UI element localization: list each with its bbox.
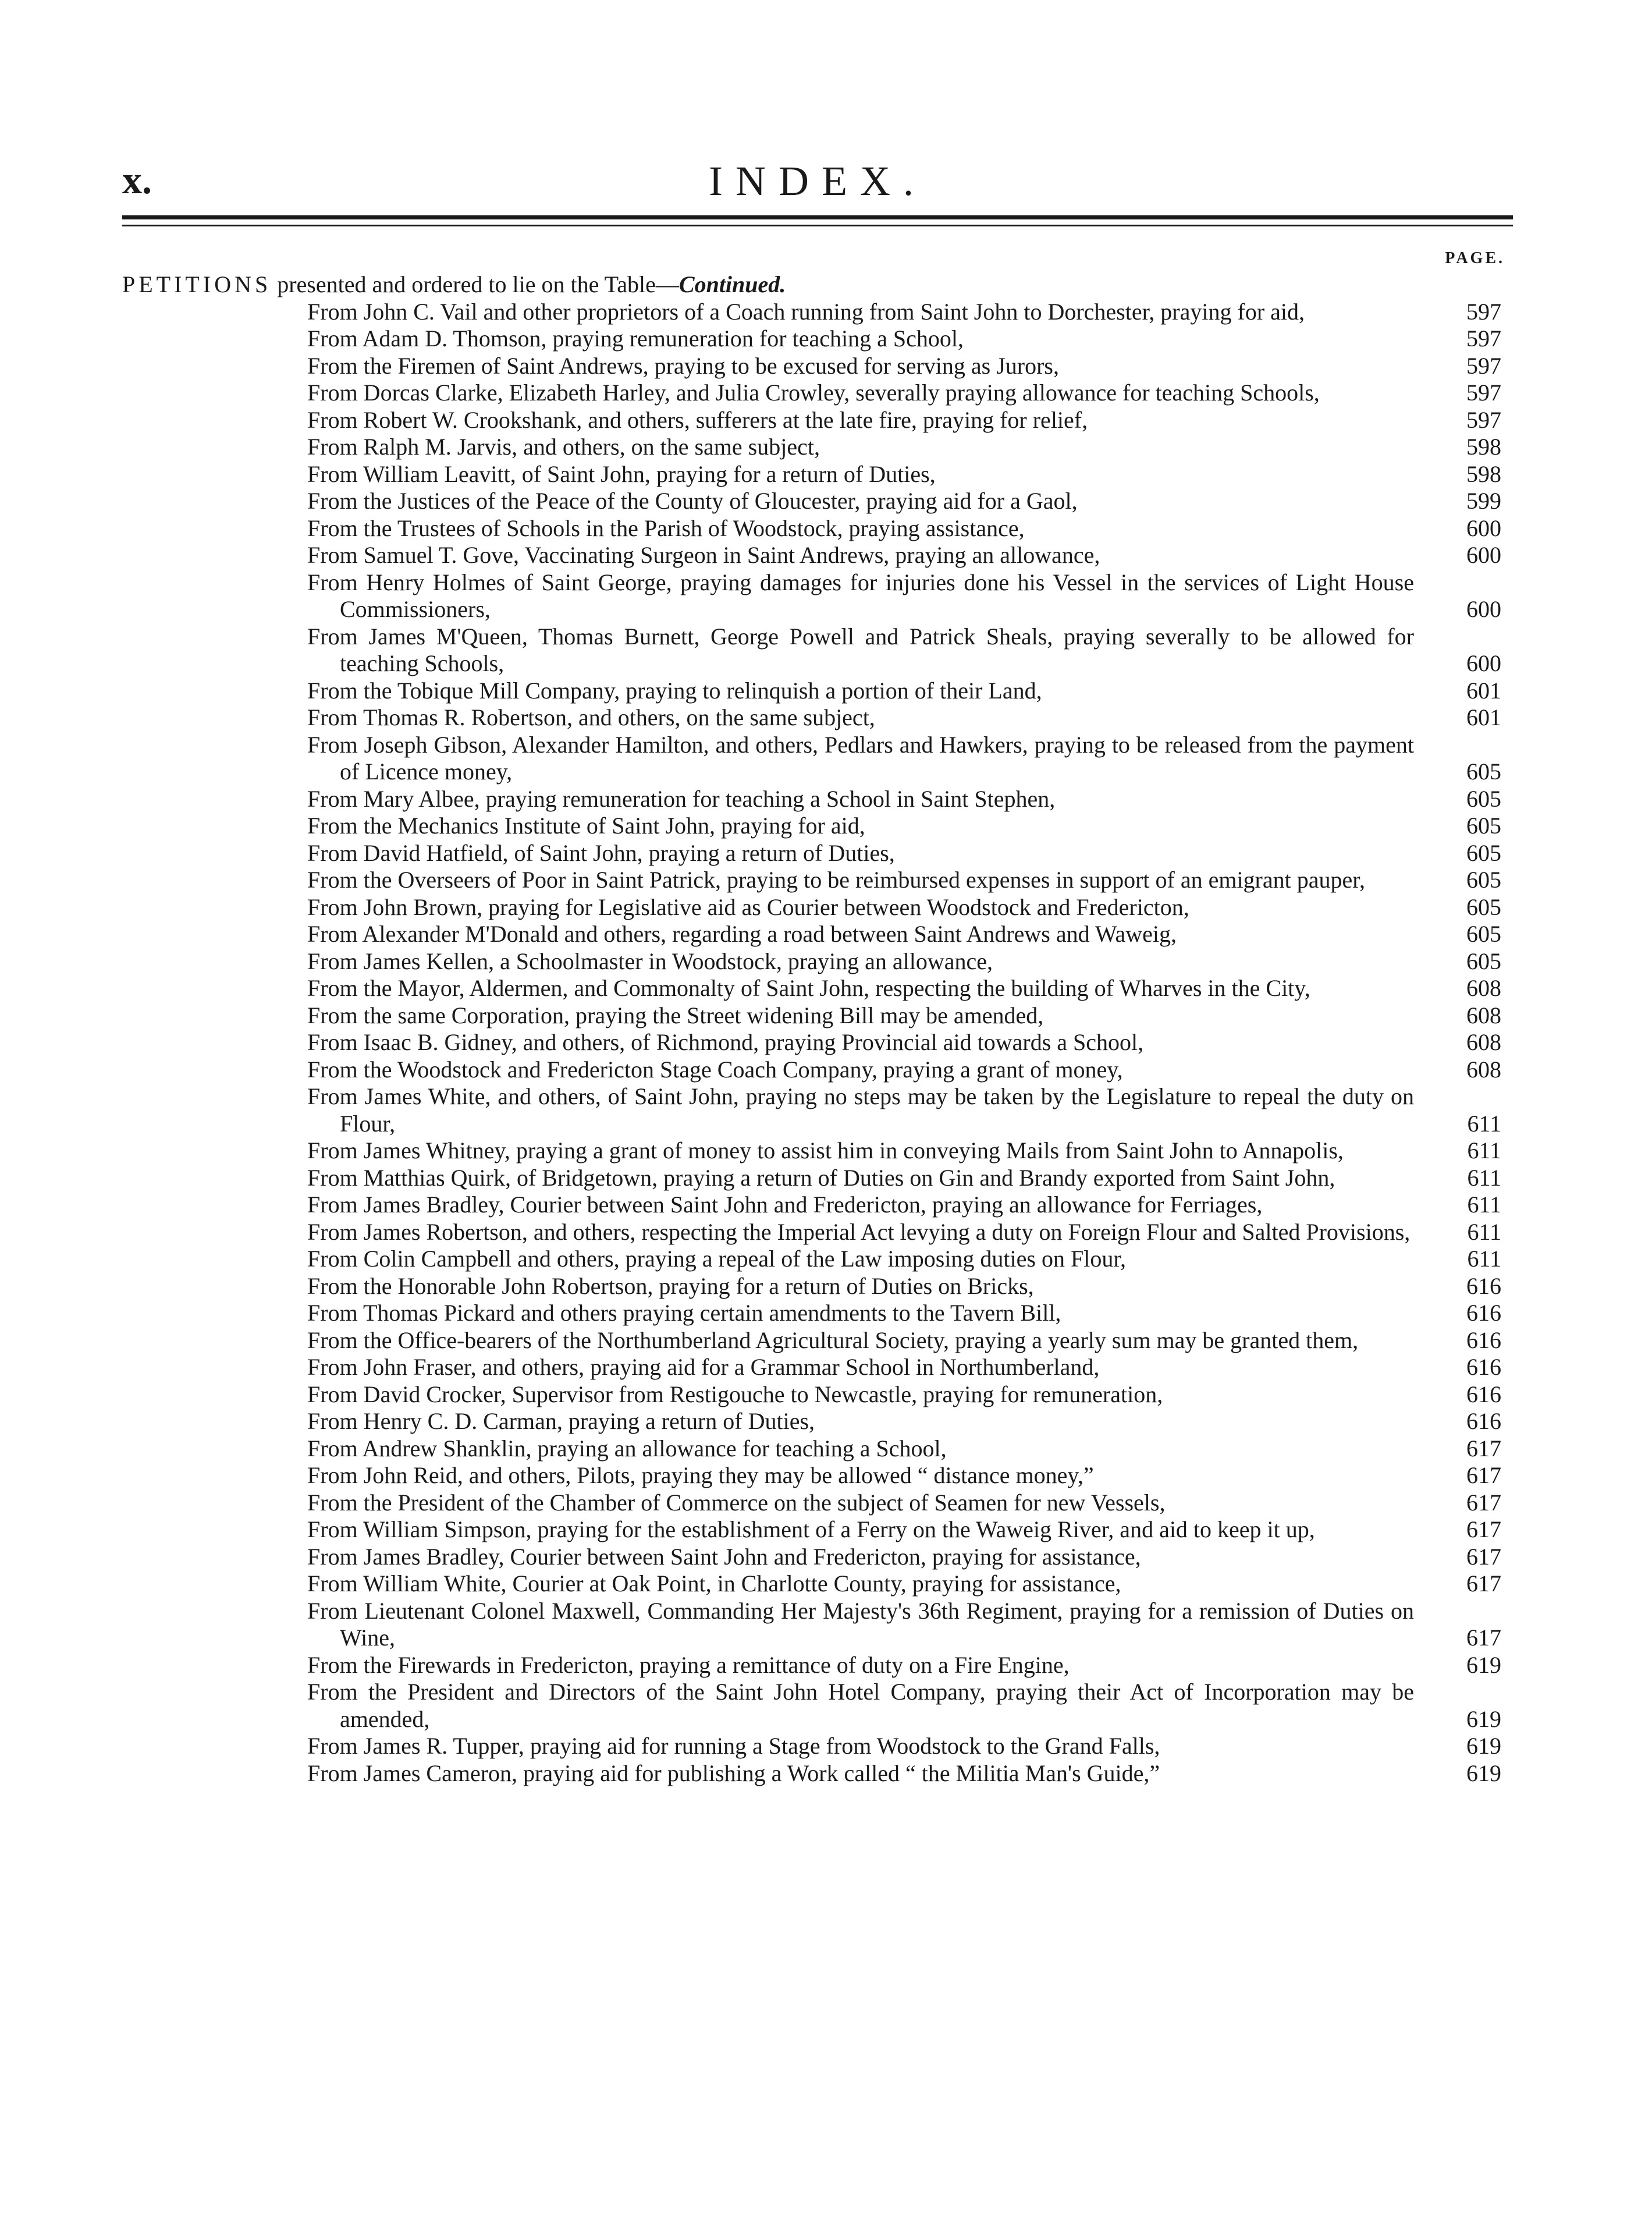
index-entry xyxy=(307,1408,1501,1435)
index-entry xyxy=(307,1435,1501,1463)
index-entry xyxy=(307,1273,1501,1300)
section-heading-continued: Continued. xyxy=(678,271,786,297)
index-entry xyxy=(307,948,1501,976)
entry-text: From William Simpson, praying for the establishment of a Ferry on the Waweig River, and aid to keep it up, xyxy=(307,1516,1315,1542)
index-entry xyxy=(307,840,1501,867)
entry-page-number: 611 xyxy=(1467,1137,1501,1164)
index-entry xyxy=(307,921,1501,948)
entry-page-number: 600 xyxy=(1466,650,1501,676)
entry-text: From James Bradley, Courier between Saint John and Fredericton, praying an allowance for Ferriages, xyxy=(307,1191,1263,1218)
index-entry xyxy=(307,1056,1501,1084)
entry-page-number: 619 xyxy=(1466,1705,1501,1732)
entry-page-number: 617 xyxy=(1466,1489,1501,1516)
petitions-section xyxy=(122,271,1501,1787)
index-entry xyxy=(307,325,1501,353)
entry-page-number: 616 xyxy=(1466,1408,1501,1434)
entry-page-number: 616 xyxy=(1466,1272,1501,1299)
entry-text: From the Tobique Mill Company, praying to relinquish a portion of their Land, xyxy=(307,677,1042,704)
entry-page-number: 611 xyxy=(1467,1246,1501,1272)
entry-page-number: 616 xyxy=(1466,1326,1501,1353)
entry-page-number: 601 xyxy=(1466,704,1501,730)
entry-text: From John C. Vail and other proprietors of a Coach running from Saint John to Dorchester, praying for aid, xyxy=(307,298,1305,325)
entry-page-number: 605 xyxy=(1466,758,1501,785)
index-entry xyxy=(307,1544,1501,1571)
entry-text: From the Trustees of Schools in the Parish of Woodstock, praying assistance, xyxy=(307,515,1025,541)
entry-page-number: 600 xyxy=(1466,542,1501,568)
entry-text: From the Mayor, Aldermen, and Commonalty of Saint John, respecting the building of Wharves in the City, xyxy=(307,975,1310,1001)
entry-page-number: 601 xyxy=(1466,677,1501,704)
entry-text: From the Firemen of Saint Andrews, praying to be excused for serving as Jurors, xyxy=(307,352,1059,379)
index-entry xyxy=(307,894,1501,921)
index-entry xyxy=(307,732,1501,786)
entry-text: From the Honorable John Robertson, praying for a return of Duties on Bricks, xyxy=(307,1272,1034,1299)
entry-text: From the Justices of the Peace of the County of Gloucester, praying aid for a Gaol, xyxy=(307,488,1078,514)
entry-text: From Dorcas Clarke, Elizabeth Harley, and Julia Crowley, severally praying allowance for teaching Schools, xyxy=(307,379,1320,406)
index-entry xyxy=(307,1165,1501,1192)
entry-text: From the same Corporation, praying the Street widening Bill may be amended, xyxy=(307,1002,1044,1028)
entry-list xyxy=(307,299,1501,1787)
entry-page-number: 597 xyxy=(1466,406,1501,433)
section-heading-caps: PETITIONS xyxy=(122,271,272,297)
index-entry xyxy=(307,379,1501,407)
index-entry xyxy=(307,515,1501,542)
entry-text: From Henry Holmes of Saint George, praying damages for injuries done his Vessel in the services of Light House Commissioners, xyxy=(307,569,1414,622)
index-entry xyxy=(307,1083,1501,1137)
entry-text: From Andrew Shanklin, praying an allowance for teaching a School, xyxy=(307,1435,947,1462)
index-entry xyxy=(307,1300,1501,1327)
index-entry xyxy=(307,434,1501,461)
index-entry xyxy=(307,569,1501,623)
entry-page-number: 617 xyxy=(1466,1435,1501,1462)
page-header xyxy=(122,157,1513,210)
index-entry xyxy=(307,1354,1501,1381)
index-entry xyxy=(307,488,1501,515)
index-entry xyxy=(307,678,1501,705)
entry-page-number: 616 xyxy=(1466,1300,1501,1326)
index-entry xyxy=(307,1191,1501,1219)
index-entry xyxy=(307,1489,1501,1517)
index-entry xyxy=(307,542,1501,569)
entry-text: From John Reid, and others, Pilots, praying they may be allowed “ distance money,” xyxy=(307,1462,1094,1488)
index-entry xyxy=(307,1760,1501,1787)
entry-text: From Adam D. Thomson, praying remuneration for teaching a School, xyxy=(307,325,964,352)
entry-page-number: 611 xyxy=(1467,1164,1501,1191)
index-entry xyxy=(307,1679,1501,1733)
entry-page-number: 597 xyxy=(1466,325,1501,352)
entry-text: From Isaac B. Gidney, and others, of Richmond, praying Provincial aid towards a School, xyxy=(307,1029,1144,1055)
entry-page-number: 605 xyxy=(1466,893,1501,920)
section-heading-text: presented and ordered to lie on the Table— xyxy=(271,271,679,297)
index-entry xyxy=(307,786,1501,813)
index-entry xyxy=(307,975,1501,1002)
entry-text: From Lieutenant Colonel Maxwell, Commanding Her Majesty's 36th Regiment, praying for a remission of Duties on Wine, xyxy=(307,1597,1414,1651)
index-entry xyxy=(307,813,1501,840)
index-entry xyxy=(307,623,1501,678)
entry-text: From Colin Campbell and others, praying a repeal of the Law imposing duties on Flour, xyxy=(307,1246,1127,1272)
page-number: x. xyxy=(122,158,152,202)
entry-page-number: 597 xyxy=(1466,352,1501,379)
index-entry xyxy=(307,1327,1501,1354)
index-entry xyxy=(307,1570,1501,1598)
index-entry xyxy=(307,1137,1501,1165)
entry-page-number: 617 xyxy=(1466,1570,1501,1597)
entry-text: From William White, Courier at Oak Point, in Charlotte County, praying for assistance, xyxy=(307,1570,1121,1597)
entry-page-number: 619 xyxy=(1466,1733,1501,1759)
entry-page-number: 608 xyxy=(1466,1029,1501,1055)
entry-page-number: 616 xyxy=(1466,1354,1501,1380)
entry-page-number: 611 xyxy=(1467,1191,1501,1218)
entry-text: From the Overseers of Poor in Saint Patrick, praying to be reimbursed expenses in support of an emigrant pauper, xyxy=(307,867,1365,893)
entry-text: From the President and Directors of the Saint John Hotel Company, praying their Act of Incorporation may be amended, xyxy=(307,1679,1414,1732)
entry-page-number: 617 xyxy=(1466,1516,1501,1542)
entry-text: From Thomas Pickard and others praying certain amendments to the Tavern Bill, xyxy=(307,1300,1061,1326)
entry-text: From the Mechanics Institute of Saint John, praying for aid, xyxy=(307,813,865,839)
entry-page-number: 619 xyxy=(1466,1760,1501,1786)
entry-page-number: 605 xyxy=(1466,813,1501,839)
entry-text: From David Hatfield, of Saint John, praying a return of Duties, xyxy=(307,839,895,866)
entry-text: From John Brown, praying for Legislative aid as Courier between Woodstock and Fredericton, xyxy=(307,893,1189,920)
entry-text: From William Leavitt, of Saint John, praying for a return of Duties, xyxy=(307,460,936,487)
entry-text: From James Robertson, and others, respecting the Imperial Act levying a duty on Foreign Flour and Salted Provisions, xyxy=(307,1218,1411,1245)
entry-text: From Samuel T. Gove, Vaccinating Surgeon in Saint Andrews, praying an allowance, xyxy=(307,542,1100,568)
entry-text: From David Crocker, Supervisor from Restigouche to Newcastle, praying for remuneration, xyxy=(307,1381,1163,1407)
entry-page-number: 600 xyxy=(1466,596,1501,622)
entry-text: From James M'Queen, Thomas Burnett, George Powell and Patrick Sheals, praying severally to be allowed for teaching Schools, xyxy=(307,623,1414,676)
entry-page-number: 617 xyxy=(1466,1462,1501,1488)
index-entry xyxy=(307,299,1501,326)
entry-page-number: 605 xyxy=(1466,867,1501,893)
entry-text: From James Kellen, a Schoolmaster in Woodstock, praying an allowance, xyxy=(307,948,993,974)
entry-page-number: 619 xyxy=(1466,1651,1501,1678)
index-entry xyxy=(307,1381,1501,1409)
section-heading xyxy=(122,271,1501,299)
entry-page-number: 599 xyxy=(1466,488,1501,514)
index-entry xyxy=(307,1002,1501,1030)
entry-text: From John Fraser, and others, praying aid for a Grammar School in Northumberland, xyxy=(307,1354,1100,1380)
entry-text: From James Whitney, praying a grant of money to assist him in conveying Mails from Saint John to Annapolis, xyxy=(307,1137,1344,1164)
entry-page-number: 597 xyxy=(1466,379,1501,406)
entry-page-number: 608 xyxy=(1466,975,1501,1001)
entry-page-number: 598 xyxy=(1466,434,1501,460)
entry-text: From Ralph M. Jarvis, and others, on the same subject, xyxy=(307,434,820,460)
entry-page-number: 616 xyxy=(1466,1381,1501,1407)
entry-page-number: 598 xyxy=(1466,460,1501,487)
page-title: INDEX. xyxy=(709,158,926,204)
index-entry xyxy=(307,1516,1501,1544)
entry-text: From James White, and others, of Saint John, praying no steps may be taken by the Legislature to repeal the duty on Flour, xyxy=(307,1083,1414,1137)
entry-text: From James R. Tupper, praying aid for running a Stage from Woodstock to the Grand Falls, xyxy=(307,1733,1160,1759)
entry-page-number: 608 xyxy=(1466,1002,1501,1028)
entry-text: From the Woodstock and Fredericton Stage Coach Company, praying a grant of money, xyxy=(307,1056,1123,1083)
page-column-label: PAGE. xyxy=(1445,249,1505,267)
index-entry xyxy=(307,1598,1501,1652)
entry-text: From James Bradley, Courier between Saint John and Fredericton, praying for assistance, xyxy=(307,1543,1141,1570)
entry-text: From Robert W. Crookshank, and others, sufferers at the late fire, praying for relief, xyxy=(307,406,1088,433)
header-rule-thick xyxy=(122,215,1513,219)
entry-page-number: 617 xyxy=(1466,1543,1501,1570)
entry-text: From James Cameron, praying aid for publishing a Work called “ the Militia Man's Guide,” xyxy=(307,1760,1160,1786)
entry-page-number: 611 xyxy=(1467,1110,1501,1137)
entry-page-number: 608 xyxy=(1466,1056,1501,1083)
index-entry xyxy=(307,1652,1501,1679)
entry-page-number: 605 xyxy=(1466,785,1501,812)
entry-text: From the Firewards in Fredericton, praying a remittance of duty on a Fire Engine, xyxy=(307,1651,1070,1678)
entry-text: From Mary Albee, praying remuneration for teaching a School in Saint Stephen, xyxy=(307,785,1056,812)
index-entry xyxy=(307,461,1501,488)
entry-text: From Joseph Gibson, Alexander Hamilton, and others, Pedlars and Hawkers, praying to be released from the payment of Licence money, xyxy=(307,731,1414,785)
entry-text: From Thomas R. Robertson, and others, on the same subject, xyxy=(307,704,875,730)
entry-page-number: 605 xyxy=(1466,948,1501,974)
header-rule-thin xyxy=(122,225,1513,226)
entry-text: From the Office-bearers of the Northumberland Agricultural Society, praying a yearly sum may be granted them, xyxy=(307,1326,1359,1353)
entry-text: From Henry C. D. Carman, praying a return of Duties, xyxy=(307,1408,815,1434)
index-entry xyxy=(307,704,1501,732)
entry-page-number: 605 xyxy=(1466,921,1501,947)
entry-text: From Matthias Quirk, of Bridgetown, praying a return of Duties on Gin and Brandy exported from Saint John, xyxy=(307,1164,1335,1191)
index-entry xyxy=(307,867,1501,894)
index-entry xyxy=(307,407,1501,434)
index-entry xyxy=(307,1462,1501,1489)
entry-text: From Alexander M'Donald and others, regarding a road between Saint Andrews and Waweig, xyxy=(307,921,1177,947)
entry-text: From the President of the Chamber of Commerce on the subject of Seamen for new Vessels, xyxy=(307,1489,1166,1516)
entry-page-number: 597 xyxy=(1466,298,1501,325)
entry-page-number: 600 xyxy=(1466,515,1501,541)
index-entry xyxy=(307,1733,1501,1760)
index-entry xyxy=(307,1219,1501,1246)
index-entry xyxy=(307,353,1501,380)
index-entry xyxy=(307,1029,1501,1056)
entry-page-number: 611 xyxy=(1467,1218,1501,1245)
index-entry xyxy=(307,1246,1501,1273)
entry-page-number: 617 xyxy=(1466,1624,1501,1651)
entry-page-number: 605 xyxy=(1466,839,1501,866)
